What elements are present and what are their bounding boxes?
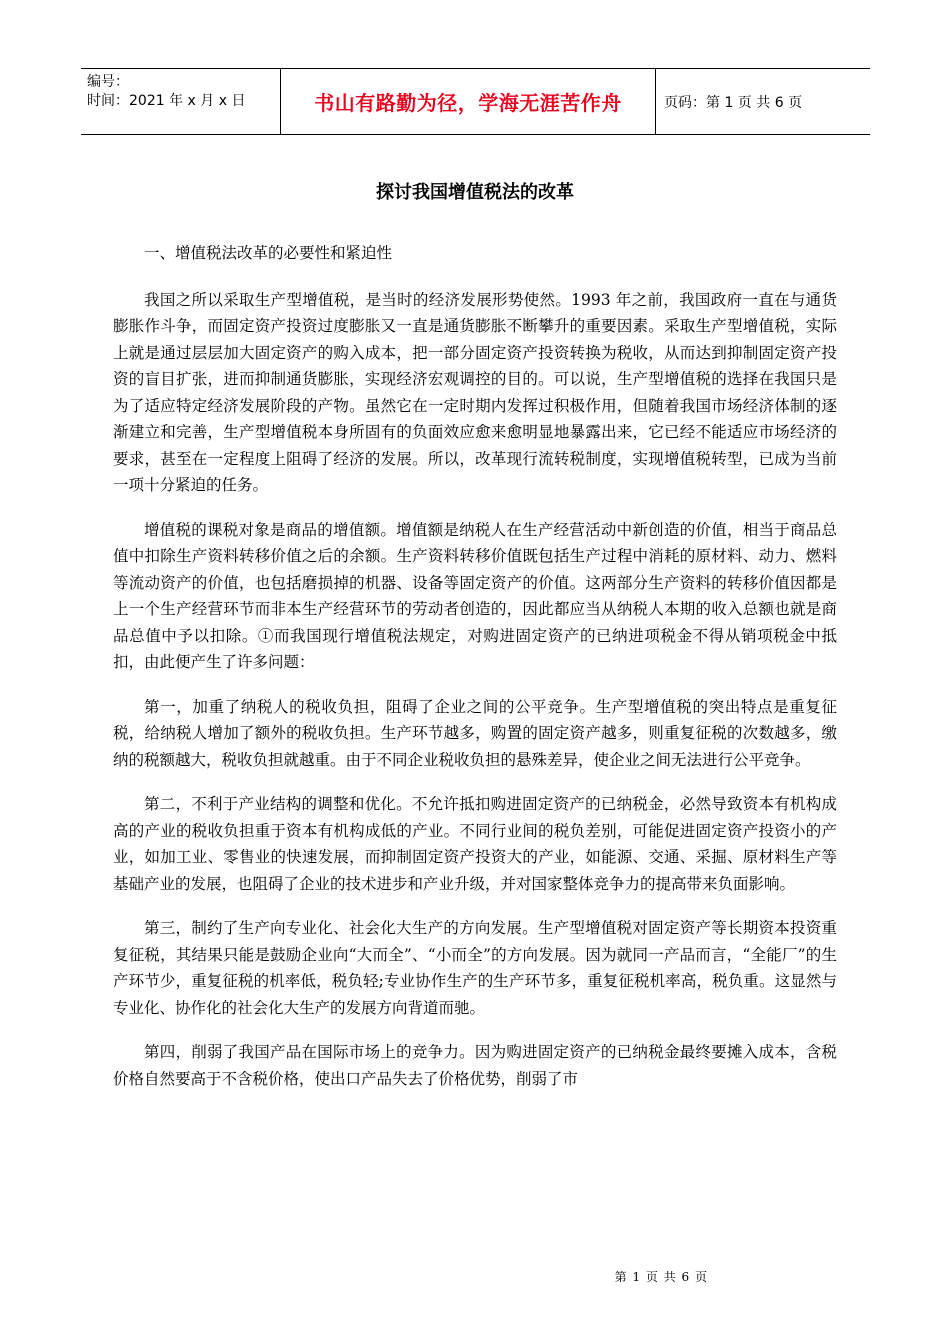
header-page-info: 页码：第 1 页 共 6 页: [664, 94, 803, 111]
paragraph: 第四，削弱了我国产品在国际市场上的竞争力。因为购进固定资产的已纳税金最终要摊入成本，含税价格自然要高于不含税价格，使出口产品失去了价格优势，削弱了市: [113, 1043, 837, 1088]
document-title: 探讨我国增值税法的改革: [376, 182, 574, 203]
number-label: 编号：: [87, 74, 129, 90]
header-meta: [81, 69, 281, 134]
section-heading: 一、增值税法改革的必要性和紧迫性: [144, 244, 393, 262]
paragraph: 第二，不利于产业结构的调整和优化。不允许抵扣购进固定资产的已纳税金，必然导致资本有机构成高的产业的税收负担重于资本有机构成低的产业。不同行业间的税负差别，可能促进固定资产投资小的产业，如加工业、零售业的快速发展，而抑制固定资产投资大的产业，如能源、交通、采掘、原材料生产等基础产业的发展，也阻碍了企业的技术进步和产业升级，并对国家整体竞争力的提高带来负面影响。: [113, 795, 837, 893]
header-motto: 书山有路勤为径，学海无涯苦作舟: [281, 69, 656, 134]
paragraph: 第一，加重了纳税人的税收负担，阻碍了企业之间的公平竞争。生产型增值税的突出特点是重复征税，给纳税人增加了额外的税收负担。生产环节越多，购置的固定资产越多，则重复征税的次数越多，缴纳的税额越大，税收负担就越重。由于不同企业税收负担的悬殊差异，使企业之间无法进行公平竞争。: [113, 697, 837, 769]
paragraph: 我国之所以采取生产型增值税，是当时的经济发展形势使然。1993 年之前，我国政府一直在与通货膨胀作斗争，而固定资产投资过度膨胀又一直是通货膨胀不断攀升的重要因素。采取生产型增值税，实际上就是通过层层加大固定资产的购入成本，把一部分固定资产投资转换为税收，从而达到抑制固定资产投资的盲目扩张，进而抑制通货膨胀，实现经济宏观调控的目的。可以说，生产型增值税的选择在我国只是为了适应特定经济发展阶段的产物。虽然它在一定时期内发挥过积极作用，但随着我国市场经济体制的逐渐建立和完善，生产型增值税本身所固有的负面效应愈来愈明显地暴露出来，它已经不能适应市场经济的要求，甚至在一定程度上阻碍了经济的发展。所以，改革现行流转税制度，实现增值税转型，已成为当前一项十分紧迫的任务。: [113, 290, 837, 494]
document-header: [81, 68, 870, 135]
page-footer: 第 1 页 共 6 页: [614, 1270, 708, 1284]
document-body: [113, 240, 837, 1110]
paragraph: 增值税的课税对象是商品的增值额。增值额是纳税人在生产经营活动中新创造的价值，相当于商品总值中扣除生产资料转移价值之后的余额。生产资料转移价值既包括生产过程中消耗的原材料、动力、燃料等流动资产的价值，也包括磨损掉的机器、设备等固定资产的价值。这两部分生产资料的转移价值因都是上一个生产经营环节而非本生产经营环节的劳动者创造的，因此都应当从纳税人本期的收入总额也就是商品总值中予以扣除。①而我国现行增值税法规定，对购进固定资产的已纳进项税金不得从销项税金中抵扣，由此便产生了许多问题：: [113, 520, 837, 671]
paragraph: 第三，制约了生产向专业化、社会化大生产的方向发展。生产型增值税对固定资产等长期资本投资重复征税，其结果只能是鼓励企业向“大而全”、“小而全”的方向发展。因为就同一产品而言，“全能厂”的生产环节少，重复征税的机率低，税负轻;专业协作生产的生产环节多，重复征税机率高，税负重。这显然与专业化、协作化的社会化大生产的发展方向背道而驰。: [113, 919, 837, 1017]
time-label: 时间：2021 年 x 月 x 日: [87, 93, 246, 109]
